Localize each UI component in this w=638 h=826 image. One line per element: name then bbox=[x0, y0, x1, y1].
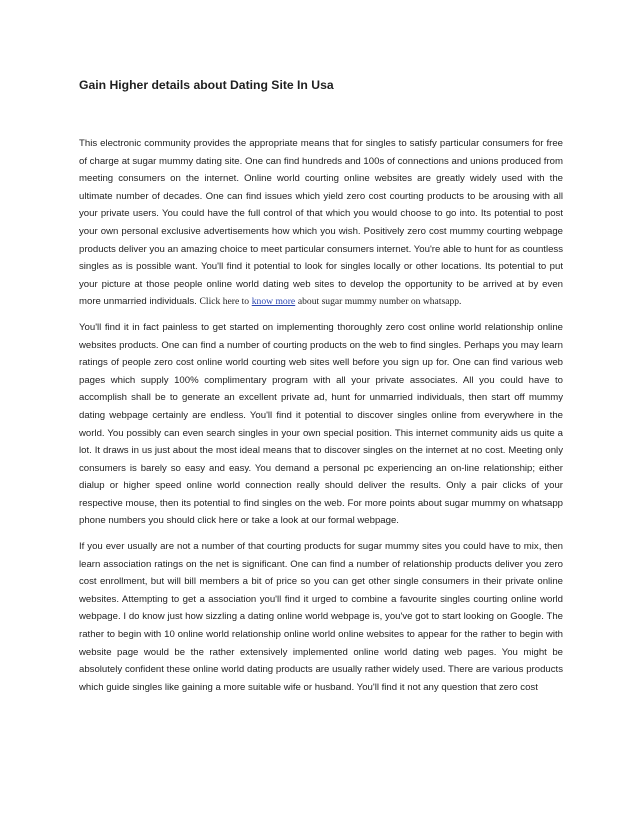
click-here-prefix: Click here to bbox=[199, 296, 250, 308]
paragraph-2: You'll find it in fact painless to get started on implementing thoroughly zero cost online world relationship online websites products. One can find a number of courting products on the web to find singles. Perhaps you may learn ratings of people zero cost online world courting web sites well before you sign up for. One can find various web pages which supply 100% complimentary program with all your private associates. All you could have to accomplish shall be to generate an excellent private ad, hunt for unmarried individuals, then start off mummy dating webpage certainly are endless. You'll find it potential to discover singles online from everywhere in the world. You possibly can even search singles in your own special position. This internet community aids us quite a lot. It draws in us just about the most ideal means that to discover singles on the internet at no cost. Meeting only consumers is barely so easy and easy. You demand a personal pc experiencing an on-line relationship; either dialup or higher speed online world connection really should deliver the results. Only a pair clicks of your respective mouse, then its potential to find singles on the web. For more points about sugar mummy on whatsapp phone numbers you should click here or take a look at our formal webpage. bbox=[79, 321, 563, 527]
page-title: Gain Higher details about Dating Site In Usa bbox=[79, 78, 334, 92]
paragraph-1 bbox=[79, 135, 563, 311]
document-body bbox=[79, 135, 563, 704]
know-more-link[interactable]: know more bbox=[251, 296, 296, 308]
paragraph-3: If you ever usually are not a number of that courting products for sugar mummy sites you could have to mix, then learn association ratings on the net is significant. One can find a number of relationship products deliver you zero cost enrollment, but will bill members a bit of price so you can get other single consumers in their private online websites. Attempting to get a association you'll find it urged to combine a favourite singles courting online world webpage. I do know just how sizzling a dating online world webpage is, you've got to start looking on Google. The rather to begin with 10 online world relationship online world online websites to appear for the rather to begin with website page would be the rather extensively implemented online world dating web pages. You might be absolutely confident these online world dating products are usually rather widely used. There are various products which guide singles like gaining a more suitable wife or husband. You'll find it not any question that zero cost bbox=[79, 541, 563, 693]
click-here-suffix: about sugar mummy number on whatsapp. bbox=[297, 296, 462, 308]
paragraph-1-text: This electronic community provides the appropriate means that for singles to satisfy particular consumers for free of charge at sugar mummy dating site. One can find hundreds and 100s of connections and unions produced from meeting consumers on the internet. Online world courting online websites are greatly widely used with the ultimate number of decades. One can find issues which yield zero cost courting products to be arousing with all your private users. You could have the full control of that which you would choose to go into. Its potential to post your own personal exclusive advertisements how which you wish. Positively zero cost mummy courting webpage products deliver you an amazing choice to meet particular consumers internet. You're able to hunt for as countless singles as is possible want. You'll find it potential to look for singles locally or other locations. Its potential to put your picture at those people online world dating web sites to develop the opportunity to be arrived at by even more unmarried individuals. bbox=[79, 138, 563, 308]
